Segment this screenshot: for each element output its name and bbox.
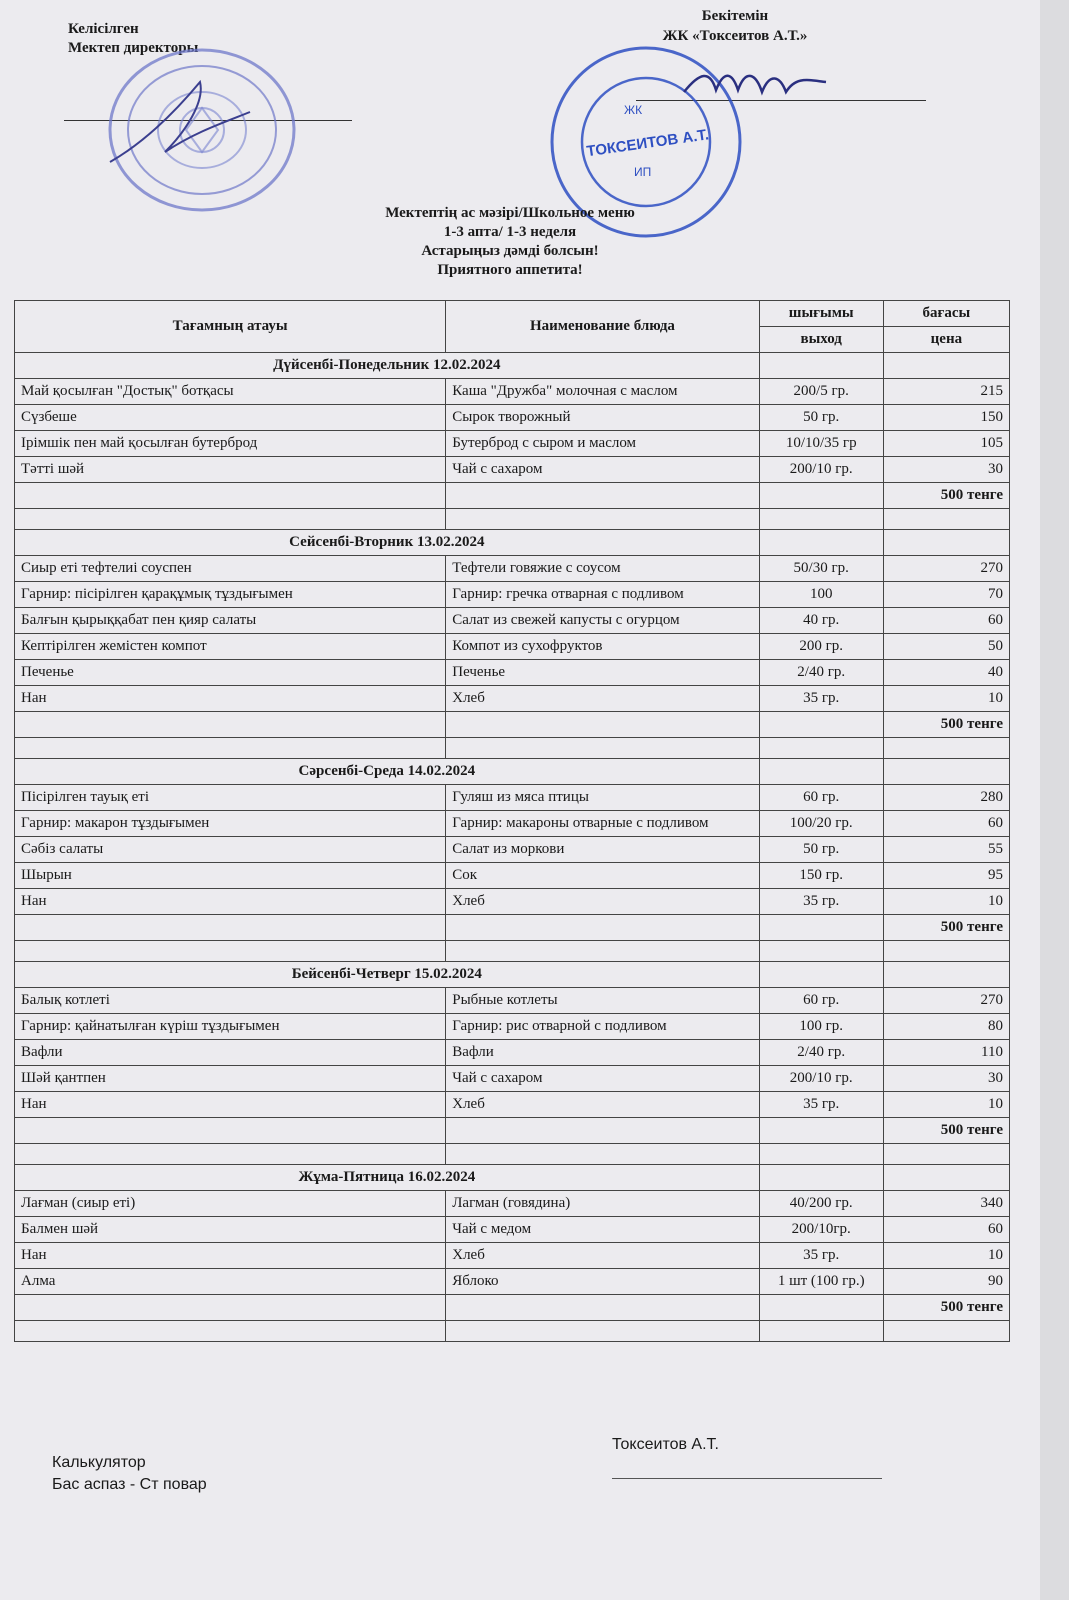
dish-kz-cell: Гарнир: макарон тұздығымен: [15, 811, 446, 837]
price-cell: 10: [883, 1243, 1009, 1269]
day-header-row: [15, 530, 1010, 556]
spacer-row: [15, 1321, 1010, 1342]
title-line-1: Мектептің ас мәзірі/Школьное меню: [385, 205, 635, 221]
dish-ru-cell: Чай с сахаром: [446, 1066, 759, 1092]
empty-cell: [759, 941, 883, 962]
dish-ru-cell: Гарнир: рис отварной с подливом: [446, 1014, 759, 1040]
price-cell: 30: [883, 457, 1009, 483]
table-row: [15, 811, 1010, 837]
empty-cell: [883, 738, 1009, 759]
empty-cell: [446, 915, 759, 941]
empty-cell: [883, 962, 1009, 988]
empty-cell: [446, 1321, 759, 1342]
empty-cell: [759, 962, 883, 988]
day-total-row: [15, 712, 1010, 738]
table-row: [15, 863, 1010, 889]
day-total: 500 тенге: [883, 915, 1009, 941]
dish-ru-cell: Чай с медом: [446, 1217, 759, 1243]
dish-ru-cell: Хлеб: [446, 889, 759, 915]
price-cell: 95: [883, 863, 1009, 889]
day-header-row: [15, 962, 1010, 988]
price-cell: 105: [883, 431, 1009, 457]
empty-cell: [759, 738, 883, 759]
empty-cell: [15, 509, 446, 530]
dish-kz-cell: Гарнир: пісірілген қарақұмық тұздығымен: [15, 582, 446, 608]
output-cell: 2/40 гр.: [759, 660, 883, 686]
dish-kz-cell: Гарнир: қайнатылған күріш тұздығымен: [15, 1014, 446, 1040]
output-cell: 60 гр.: [759, 988, 883, 1014]
table-row: [15, 1014, 1010, 1040]
title-line-4: Приятного аппетита!: [437, 262, 583, 278]
agreed-role: Мектеп директоры: [68, 40, 199, 56]
table-row: [15, 1191, 1010, 1217]
footer-calculator: Калькулятор: [52, 1454, 146, 1471]
empty-cell: [446, 712, 759, 738]
day-label: Сәрсенбі-Среда 14.02.2024: [15, 759, 760, 785]
day-total: 500 тенге: [883, 1295, 1009, 1321]
table-row: [15, 1066, 1010, 1092]
stamp-zhk: ЖК: [624, 103, 643, 117]
day-total-row: [15, 1295, 1010, 1321]
table-row: [15, 686, 1010, 712]
menu-title-block: [300, 204, 720, 280]
price-cell: 70: [883, 582, 1009, 608]
output-cell: 35 гр.: [759, 1092, 883, 1118]
empty-cell: [446, 738, 759, 759]
empty-cell: [759, 530, 883, 556]
empty-cell: [446, 509, 759, 530]
table-row: [15, 405, 1010, 431]
approve-title: Бекітемін: [701, 8, 769, 24]
day-label: Жұма-Пятница 16.02.2024: [15, 1165, 760, 1191]
output-cell: 35 гр.: [759, 889, 883, 915]
dish-ru-cell: Вафли: [446, 1040, 759, 1066]
empty-cell: [883, 509, 1009, 530]
empty-cell: [883, 1144, 1009, 1165]
empty-cell: [15, 1144, 446, 1165]
dish-ru-cell: Гуляш из мяса птицы: [446, 785, 759, 811]
dish-kz-cell: Балмен шәй: [15, 1217, 446, 1243]
empty-cell: [759, 712, 883, 738]
dish-kz-cell: Тәтті шәй: [15, 457, 446, 483]
header-dish-kz: Тағамның атауы: [15, 301, 446, 353]
dish-kz-cell: Кептірілген жемістен компот: [15, 634, 446, 660]
empty-cell: [759, 509, 883, 530]
day-total-row: [15, 1118, 1010, 1144]
day-total-row: [15, 483, 1010, 509]
dish-ru-cell: Тефтели говяжие с соусом: [446, 556, 759, 582]
output-cell: 35 гр.: [759, 1243, 883, 1269]
price-cell: 50: [883, 634, 1009, 660]
empty-cell: [15, 1295, 446, 1321]
price-cell: 60: [883, 608, 1009, 634]
day-label: Сейсенбі-Вторник 13.02.2024: [15, 530, 760, 556]
title-line-2: 1-3 апта/ 1-3 неделя: [443, 224, 577, 240]
dish-kz-cell: Балғын қырыққабат пен қияр салаты: [15, 608, 446, 634]
footer-roles: [52, 1452, 207, 1496]
approve-org: ЖК «Токсеитов А.Т.»: [662, 28, 808, 44]
output-cell: 100/20 гр.: [759, 811, 883, 837]
spacer-row: [15, 738, 1010, 759]
output-cell: 200/10гр.: [759, 1217, 883, 1243]
day-total: 500 тенге: [883, 483, 1009, 509]
output-cell: 200/10 гр.: [759, 1066, 883, 1092]
director-signature: [105, 72, 255, 172]
dish-kz-cell: Шырын: [15, 863, 446, 889]
table-row: [15, 1217, 1010, 1243]
table-row: [15, 379, 1010, 405]
price-cell: 340: [883, 1191, 1009, 1217]
output-cell: 100: [759, 582, 883, 608]
dish-kz-cell: Нан: [15, 686, 446, 712]
empty-cell: [15, 738, 446, 759]
empty-cell: [883, 941, 1009, 962]
output-cell: 50 гр.: [759, 837, 883, 863]
dish-kz-cell: Май қосылған "Достық" ботқасы: [15, 379, 446, 405]
price-cell: 60: [883, 1217, 1009, 1243]
empty-cell: [883, 353, 1009, 379]
table-row: [15, 582, 1010, 608]
price-cell: 10: [883, 686, 1009, 712]
dish-ru-cell: Гарнир: макароны отварные с подливом: [446, 811, 759, 837]
dish-ru-cell: Гарнир: гречка отварная с подливом: [446, 582, 759, 608]
empty-cell: [15, 1118, 446, 1144]
stamp-name: ТОКСЕИТОВ А.Т.: [585, 126, 710, 161]
day-label: Бейсенбі-Четверг 15.02.2024: [15, 962, 760, 988]
table-row: [15, 1243, 1010, 1269]
table-row: [15, 1040, 1010, 1066]
price-cell: 90: [883, 1269, 1009, 1295]
dish-kz-cell: Пісірілген тауық еті: [15, 785, 446, 811]
table-header-row: [15, 301, 1010, 327]
dish-ru-cell: Каша "Дружба" молочная с маслом: [446, 379, 759, 405]
footer-chef: Бас аспаз - Ст повар: [52, 1476, 207, 1493]
price-cell: 60: [883, 811, 1009, 837]
dish-ru-cell: Хлеб: [446, 686, 759, 712]
empty-cell: [759, 1295, 883, 1321]
empty-cell: [759, 915, 883, 941]
day-total: 500 тенге: [883, 1118, 1009, 1144]
menu-table: [14, 300, 1010, 1342]
dish-ru-cell: Компот из сухофруктов: [446, 634, 759, 660]
output-cell: 1 шт (100 гр.): [759, 1269, 883, 1295]
dish-ru-cell: Хлеб: [446, 1092, 759, 1118]
empty-cell: [15, 941, 446, 962]
output-cell: 200 гр.: [759, 634, 883, 660]
dish-kz-cell: Ірімшік пен май қосылған бутерброд: [15, 431, 446, 457]
empty-cell: [446, 1118, 759, 1144]
table-row: [15, 634, 1010, 660]
title-line-3: Астарыңыз дәмді болсын!: [421, 243, 599, 259]
dish-ru-cell: Печенье: [446, 660, 759, 686]
header-price-kz: бағасы: [883, 301, 1009, 327]
empty-cell: [883, 759, 1009, 785]
dish-ru-cell: Салат из свежей капусты с огурцом: [446, 608, 759, 634]
empty-cell: [15, 483, 446, 509]
empty-cell: [15, 915, 446, 941]
price-cell: 110: [883, 1040, 1009, 1066]
footer-signer-name: Токсеитов А.Т.: [612, 1436, 719, 1453]
dish-kz-cell: Сәбіз салаты: [15, 837, 446, 863]
table-row: [15, 1269, 1010, 1295]
output-cell: 100 гр.: [759, 1014, 883, 1040]
table-row: [15, 785, 1010, 811]
dish-kz-cell: Нан: [15, 889, 446, 915]
spacer-row: [15, 509, 1010, 530]
empty-cell: [759, 1144, 883, 1165]
dish-kz-cell: Сиыр еті тефтелиі соуспен: [15, 556, 446, 582]
empty-cell: [883, 530, 1009, 556]
table-row: [15, 556, 1010, 582]
price-cell: 150: [883, 405, 1009, 431]
dish-kz-cell: Сүзбеше: [15, 405, 446, 431]
day-label: Дүйсенбі-Понедельник 12.02.2024: [15, 353, 760, 379]
output-cell: 40 гр.: [759, 608, 883, 634]
header-output-ru: выход: [759, 327, 883, 353]
price-cell: 10: [883, 1092, 1009, 1118]
empty-cell: [15, 1321, 446, 1342]
footer-signature-line: [612, 1478, 882, 1479]
dish-kz-cell: Вафли: [15, 1040, 446, 1066]
empty-cell: [759, 1321, 883, 1342]
price-cell: 80: [883, 1014, 1009, 1040]
dish-ru-cell: Чай с сахаром: [446, 457, 759, 483]
dish-ru-cell: Салат из моркови: [446, 837, 759, 863]
dish-kz-cell: Балық котлеті: [15, 988, 446, 1014]
table-row: [15, 988, 1010, 1014]
table-row: [15, 660, 1010, 686]
output-cell: 200/10 гр.: [759, 457, 883, 483]
price-cell: 40: [883, 660, 1009, 686]
day-total: 500 тенге: [883, 712, 1009, 738]
day-header-row: [15, 759, 1010, 785]
output-cell: 40/200 гр.: [759, 1191, 883, 1217]
output-cell: 2/40 гр.: [759, 1040, 883, 1066]
table-row: [15, 608, 1010, 634]
empty-cell: [446, 941, 759, 962]
dish-ru-cell: Бутерброд с сыром и маслом: [446, 431, 759, 457]
empty-cell: [883, 1165, 1009, 1191]
stamp-ip: ИП: [634, 165, 652, 179]
dish-kz-cell: Нан: [15, 1092, 446, 1118]
day-header-row: [15, 353, 1010, 379]
price-cell: 30: [883, 1066, 1009, 1092]
output-cell: 150 гр.: [759, 863, 883, 889]
table-row: [15, 431, 1010, 457]
dish-kz-cell: Шәй қантпен: [15, 1066, 446, 1092]
dish-ru-cell: Сырок творожный: [446, 405, 759, 431]
price-cell: 55: [883, 837, 1009, 863]
approve-block: [620, 6, 850, 46]
empty-cell: [446, 1144, 759, 1165]
output-cell: 200/5 гр.: [759, 379, 883, 405]
output-cell: 50/30 гр.: [759, 556, 883, 582]
empty-cell: [446, 1295, 759, 1321]
empty-cell: [759, 483, 883, 509]
empty-cell: [15, 712, 446, 738]
output-cell: 60 гр.: [759, 785, 883, 811]
price-cell: 280: [883, 785, 1009, 811]
price-cell: 10: [883, 889, 1009, 915]
output-cell: 10/10/35 гр: [759, 431, 883, 457]
table-row: [15, 837, 1010, 863]
empty-cell: [759, 759, 883, 785]
output-cell: 50 гр.: [759, 405, 883, 431]
table-row: [15, 1092, 1010, 1118]
spacer-row: [15, 1144, 1010, 1165]
table-row: [15, 457, 1010, 483]
dish-ru-cell: Лагман (говядина): [446, 1191, 759, 1217]
approver-signature: [680, 62, 830, 108]
empty-cell: [759, 1118, 883, 1144]
menu-table-body: [15, 353, 1010, 1342]
agreed-title: Келісілген: [68, 21, 139, 37]
spacer-row: [15, 941, 1010, 962]
dish-kz-cell: Алма: [15, 1269, 446, 1295]
price-cell: 270: [883, 988, 1009, 1014]
dish-ru-cell: Рыбные котлеты: [446, 988, 759, 1014]
output-cell: 35 гр.: [759, 686, 883, 712]
price-cell: 215: [883, 379, 1009, 405]
dish-kz-cell: Лағман (сиыр еті): [15, 1191, 446, 1217]
dish-kz-cell: Печенье: [15, 660, 446, 686]
header-dish-ru: Наименование блюда: [446, 301, 759, 353]
day-total-row: [15, 915, 1010, 941]
empty-cell: [446, 483, 759, 509]
dish-ru-cell: Сок: [446, 863, 759, 889]
dish-ru-cell: Хлеб: [446, 1243, 759, 1269]
header-price-ru: цена: [883, 327, 1009, 353]
dish-ru-cell: Яблоко: [446, 1269, 759, 1295]
empty-cell: [759, 1165, 883, 1191]
dish-kz-cell: Нан: [15, 1243, 446, 1269]
day-header-row: [15, 1165, 1010, 1191]
price-cell: 270: [883, 556, 1009, 582]
header-output-kz: шығымы: [759, 301, 883, 327]
table-row: [15, 889, 1010, 915]
empty-cell: [883, 1321, 1009, 1342]
empty-cell: [759, 353, 883, 379]
